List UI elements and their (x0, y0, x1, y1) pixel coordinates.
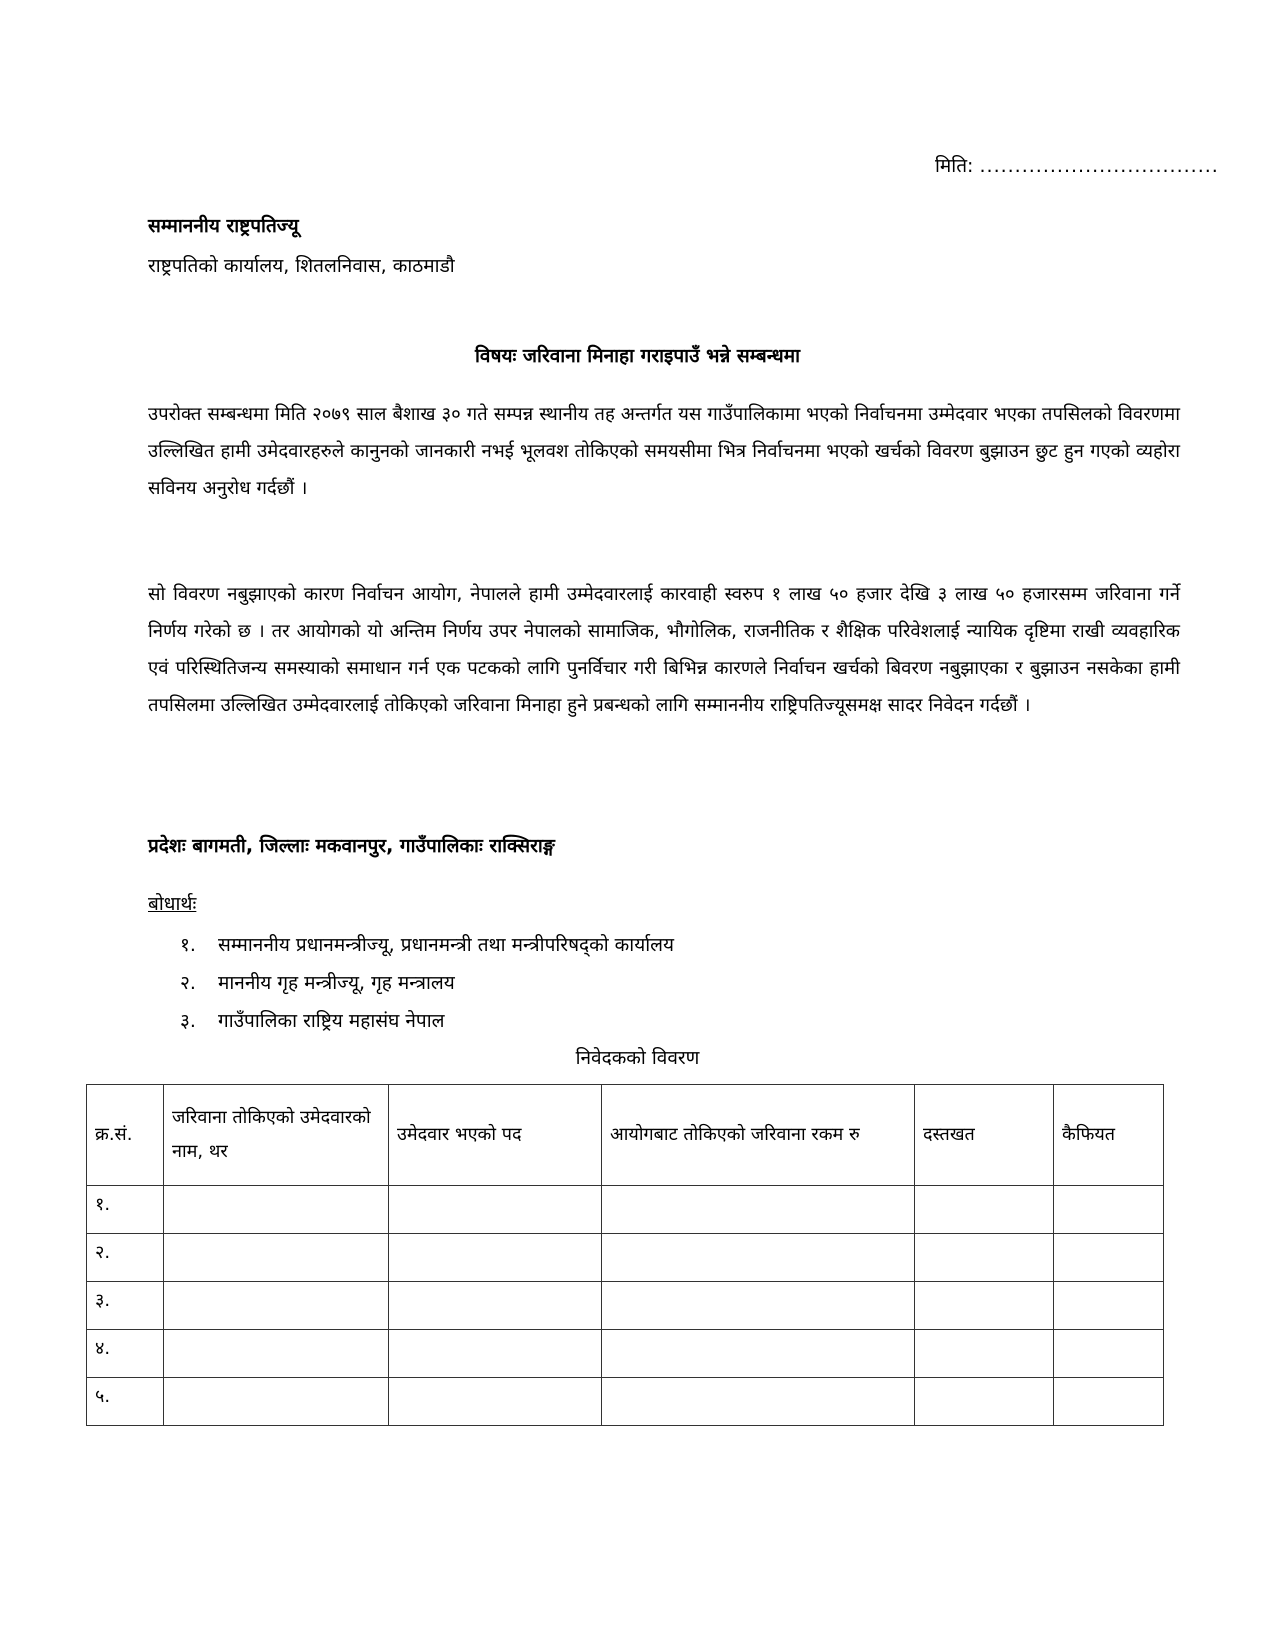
cell-signature (915, 1186, 1054, 1234)
addressee-office: राष्ट्रपतिको कार्यालय, शितलनिवास, काठमाडौ (148, 255, 455, 277)
table-header-row (87, 1085, 1164, 1186)
cc-item (180, 1002, 674, 1040)
row-serial-number: ३. (87, 1282, 164, 1330)
cell-fine-amount (602, 1282, 915, 1330)
header-candidate-post: उमेदवार भएको पद (389, 1085, 602, 1186)
cell-signature (915, 1282, 1054, 1330)
cell-remarks (1054, 1234, 1164, 1282)
date-blank: .................................. (979, 155, 1219, 177)
cell-candidate-post (389, 1378, 602, 1426)
table-row (87, 1282, 1164, 1330)
cell-candidate-name (164, 1282, 389, 1330)
header-signature: दस्तखत (915, 1085, 1054, 1186)
cell-fine-amount (602, 1378, 915, 1426)
header-candidate-name: जरिवाना तोकिएको उमेदवारको नाम, थर (164, 1085, 389, 1186)
cell-signature (915, 1234, 1054, 1282)
cell-candidate-name (164, 1378, 389, 1426)
date-label: मिति: (935, 155, 974, 177)
subject-line: विषयः जरिवाना मिनाहा गराइपाउँ भन्ने सम्बन्धमा (474, 345, 801, 367)
cc-list (180, 926, 674, 1040)
cell-candidate-post (389, 1282, 602, 1330)
row-serial-number: १. (87, 1186, 164, 1234)
cc-item (180, 964, 674, 1002)
cell-fine-amount (602, 1234, 915, 1282)
cell-candidate-name (164, 1330, 389, 1378)
date-line (935, 152, 1219, 178)
cc-item-text: माननीय गृह मन्त्रीज्यू, गृह मन्त्रालय (218, 972, 455, 994)
header-remarks: कैफियत (1054, 1085, 1164, 1186)
cell-candidate-name (164, 1234, 389, 1282)
addressee-name: सम्माननीय राष्ट्रपतिज्यू (148, 215, 299, 237)
table-row (87, 1186, 1164, 1234)
cell-remarks (1054, 1282, 1164, 1330)
cell-fine-amount (602, 1330, 915, 1378)
cell-candidate-name (164, 1186, 389, 1234)
table-row (87, 1234, 1164, 1282)
cc-item-text: गाउँपालिका राष्ट्रिय महासंघ नेपाल (218, 1010, 445, 1032)
cell-remarks (1054, 1330, 1164, 1378)
location-line: प्रदेशः बागमती, जिल्लाः मकवानपुर, गाउँपालिकाः राक्सिराङ्ग (148, 835, 555, 857)
body-paragraph-2: सो विवरण नबुझाएको कारण निर्वाचन आयोग, नेपालले हामी उम्मेदवारलाई कारवाही स्वरुप १ लाख ५० हजार देखि ३ लाख ५० हजारसम्म जरिवाना गर्ने निर्णय गरेको छ । तर आयोगको यो अन्तिम निर्णय उपर नेपालको सामाजिक, भौगोलिक, राजनीतिक र शैक्षिक परिवेशलाई न्यायिक दृष्टिमा राखी व्यवहारिक एवं परिस्थितिजन्य समस्याको समाधान गर्न एक पटकको लागि पुनर्विचार गरी बिभिन्न कारणले निर्वाचन खर्चको बिवरण नबुझाएका र बुझाउन नसकेका हामी तपसिलमा उल्लिखित उम्मेदवारलाई तोकिएको जरिवाना मिनाहा हुने प्रबन्धको लागि सम्माननीय राष्ट्रिपतिज्यूसमक्ष सादर निवेदन गर्दछौं । (148, 584, 1180, 716)
cc-item-number: १. (180, 934, 196, 956)
cc-item (180, 926, 674, 964)
body-paragraph-1: उपरोक्त सम्बन्धमा मिति २०७९ साल बैशाख ३० गते सम्पन्न स्थानीय तह अन्तर्गत यस गाउँपालिकामा भएको निर्वाचनमा उम्मेदवार भएका तपसिलको विवरणमा उल्लिखित हामी उमेदवारहरुले कानुनको जानकारी नभई भूलवश तोकिएको समयसीमा भित्र निर्वाचनमा भएको खर्चको विवरण बुझाउन छुट हुन गएको व्यहोरा सविनय अनुरोध गर्दछौं । (148, 404, 1180, 499)
header-fine-amount: आयोगबाट तोकिएको जरिवाना रकम रु (602, 1085, 915, 1186)
table-row (87, 1330, 1164, 1378)
cc-item-number: ३. (180, 1010, 196, 1032)
cell-fine-amount (602, 1186, 915, 1234)
cc-label: बोधार्थः (148, 893, 197, 915)
cc-item-text: सम्माननीय प्रधानमन्त्रीज्यू, प्रधानमन्त्री तथा मन्त्रीपरिषद्को कार्यालय (218, 934, 675, 956)
cell-remarks (1054, 1186, 1164, 1234)
table-caption: निवेदकको विवरण (575, 1047, 700, 1069)
applicant-details-table (86, 1084, 1164, 1426)
cell-candidate-post (389, 1186, 602, 1234)
row-serial-number: ५. (87, 1378, 164, 1426)
cell-candidate-post (389, 1234, 602, 1282)
header-serial-number: क्र.सं. (87, 1085, 164, 1186)
cc-item-number: २. (180, 972, 196, 994)
cell-signature (915, 1330, 1054, 1378)
row-serial-number: २. (87, 1234, 164, 1282)
cell-candidate-post (389, 1330, 602, 1378)
cell-remarks (1054, 1378, 1164, 1426)
row-serial-number: ४. (87, 1330, 164, 1378)
table-row (87, 1378, 1164, 1426)
cell-signature (915, 1378, 1054, 1426)
